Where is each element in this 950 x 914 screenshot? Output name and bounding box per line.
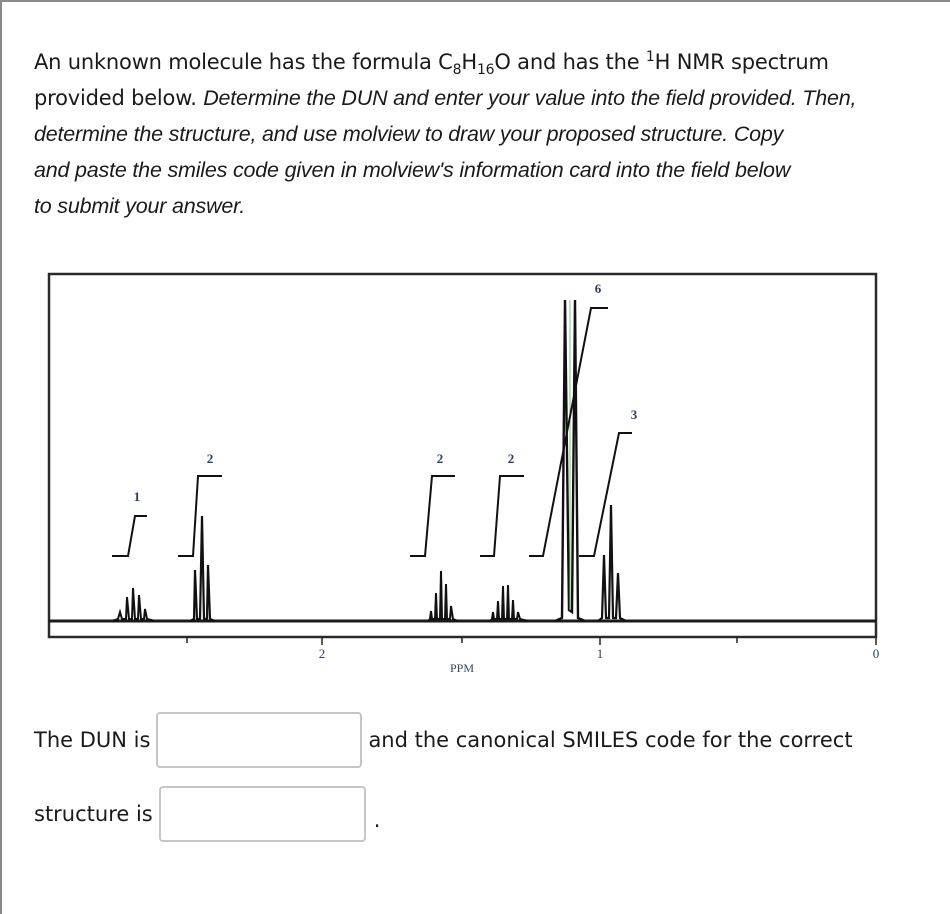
x-axis-label: PPM: [449, 661, 475, 675]
question-text-segment: An unknown molecule has the formula C: [34, 50, 453, 74]
integral-trace-2: [178, 476, 222, 556]
dun-label: The DUN is: [34, 728, 151, 752]
carbon-subscript: 8: [452, 62, 462, 78]
integration-label: 2: [206, 451, 214, 466]
question-text-segment: O and has the: [494, 50, 646, 74]
integral-trace-1: [112, 516, 147, 556]
peak-quintet-2.6: [112, 588, 155, 621]
end-punctuation: .: [373, 808, 381, 832]
peak-doublet-1.10: [555, 300, 585, 621]
question-line-5: to submit your answer.: [34, 194, 246, 218]
tick-label-1: 1: [596, 646, 604, 661]
integral-trace-6: [579, 433, 632, 556]
peak-sextet-1.50: [428, 571, 458, 621]
hydrogen-symbol: H: [461, 50, 477, 74]
hydrogen-subscript: 16: [476, 62, 495, 78]
question-line-4: and paste the smiles code given in molview's information card into the field below: [34, 158, 791, 182]
dun-input[interactable]: [156, 712, 362, 768]
smiles-input[interactable]: [159, 786, 366, 842]
tick-label-2: 2: [318, 646, 326, 661]
smiles-row: [34, 786, 380, 842]
integral-trace-3: [410, 476, 455, 556]
integration-labels: [134, 281, 638, 504]
smiles-prompt-text: and the canonical SMILES code for the correct: [368, 728, 853, 752]
integral-trace-4: [480, 476, 524, 556]
spectrum-frame: [49, 274, 876, 637]
integration-label: 1: [133, 489, 141, 504]
isotope-superscript: 1: [645, 49, 655, 65]
tick-label-0: 0: [872, 646, 880, 661]
question-line-3: determine the structure, and use molview to draw your proposed structure. Copy: [34, 122, 784, 146]
integration-label: 2: [507, 451, 515, 466]
integration-label: 2: [436, 451, 444, 466]
integration-label: 3: [630, 407, 638, 422]
dun-row: [34, 712, 853, 768]
structure-label: structure is: [34, 802, 153, 826]
integral-traces: [112, 308, 632, 556]
question-text-segment: H NMR spectrum: [654, 50, 829, 74]
x-axis-tick-labels: [319, 646, 880, 661]
question-instruction: Determine the DUN and enter your value into the field provided. Then,: [203, 86, 857, 110]
integration-label: 6: [594, 281, 602, 296]
question-text-segment: provided below.: [34, 86, 204, 110]
peak-sextet-1.28: [490, 585, 528, 621]
peak-triplet-0.93: [598, 505, 626, 621]
